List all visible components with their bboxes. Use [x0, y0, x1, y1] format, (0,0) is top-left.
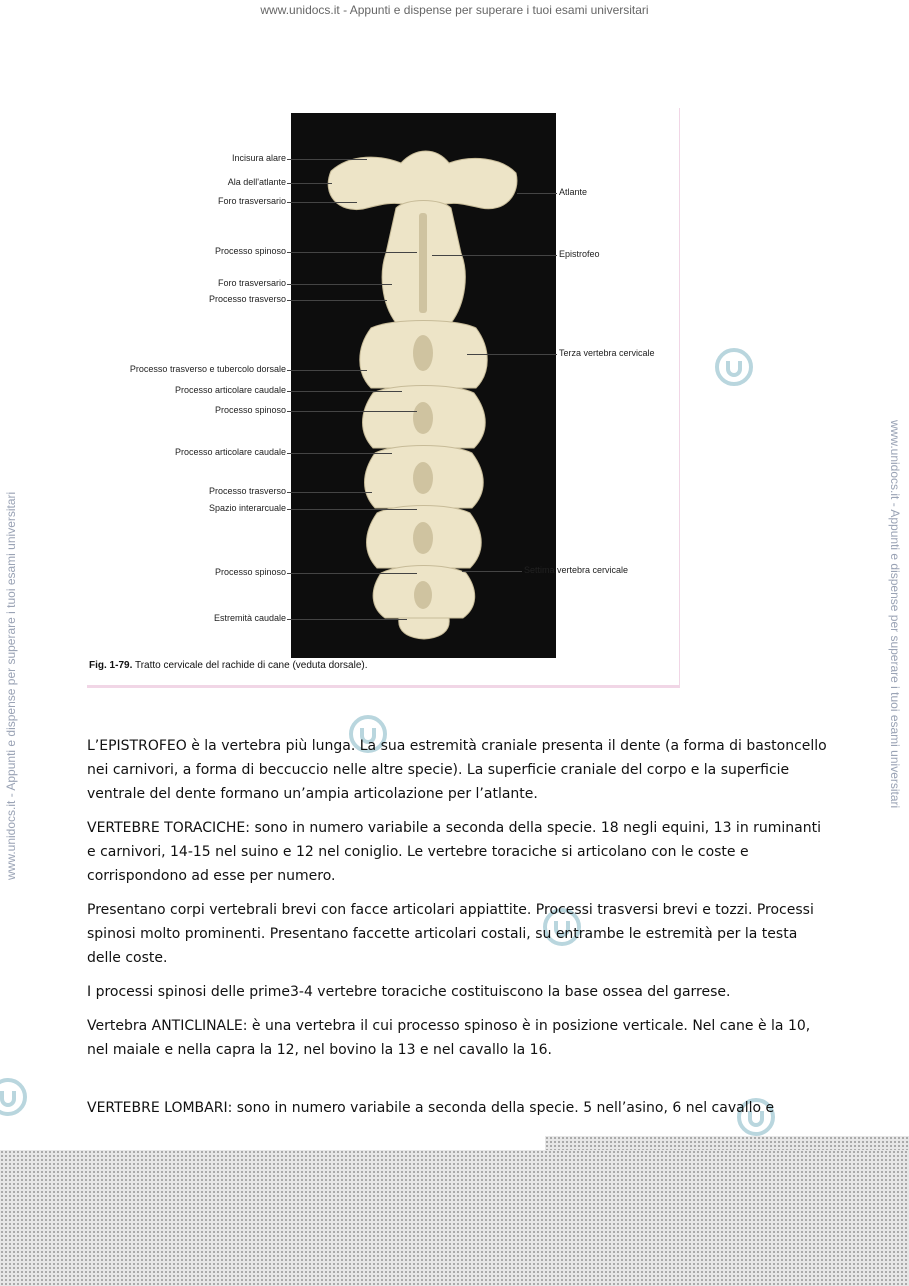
leader-line: [287, 453, 392, 454]
figure-number: Fig. 1-79.: [89, 660, 133, 671]
label-ala-atlante: Ala dell'atlante: [227, 177, 286, 187]
paragraph-vertebre-lombari: VERTEBRE LOMBARI: sono in numero variabile a seconda della specie. 5 nell’asino, 6 nel cavallo e: [87, 1100, 775, 1116]
leader-line: [287, 370, 367, 371]
leader-line: [432, 255, 557, 256]
paragraph-garrese: I processi spinosi delle prime3-4 vertebre toraciche costituiscono la base ossea del garrese.: [87, 984, 731, 1000]
leader-line: [287, 619, 407, 620]
leader-line: [287, 202, 357, 203]
paragraph-corpi-vertebrali: Presentano corpi vertebrali brevi con facce articolari appiattite. Processi trasversi brevi e tozzi. Processi spinosi molto prominenti. Presentano faccette articolari costali, su entrambe le estremità per la testa delle coste.: [87, 902, 814, 966]
watermark-logo-icon: [0, 1075, 30, 1119]
label-processo-articolare-caudale-1: Processo articolare caudale: [174, 385, 286, 395]
label-processo-spinoso-3: Processo spinoso: [214, 567, 286, 577]
leader-line: [462, 571, 522, 572]
label-atlante: Atlante: [559, 187, 588, 197]
anatomy-figure: [87, 108, 680, 688]
leader-line: [517, 193, 557, 194]
label-settima-vertebra: Settima vertebra cervicale: [524, 565, 629, 575]
label-estremita-caudale: Estremità caudale: [213, 613, 286, 623]
cervical-spine-illustration: [291, 113, 556, 658]
left-side-watermark: www.unidocs.it - Appunti e dispense per superare i tuoi esami universitari: [4, 491, 18, 880]
leader-line: [287, 284, 392, 285]
paragraph-vertebre-toraciche: VERTEBRE TORACICHE: sono in numero variabile a seconda della specie. 18 negli equini, 13 in ruminanti e carnivori, 14-15 nel suino e 12 nel coniglio. Le vertebre toraciche si articolano con le coste e corrispondono ad esse per numero.: [87, 820, 822, 884]
page-header-watermark: www.unidocs.it - Appunti e dispense per superare i tuoi esami universitari: [260, 3, 649, 17]
label-processo-articolare-caudale-2: Processo articolare caudale: [174, 447, 286, 457]
leader-line: [287, 159, 367, 160]
label-spazio-interarcuale: Spazio interarcuale: [208, 503, 286, 513]
label-processo-trasverso-2: Processo trasverso: [208, 486, 286, 496]
label-processo-spinoso-2: Processo spinoso: [214, 405, 286, 415]
figure-caption: [89, 660, 368, 671]
paragraph-anticlinale: Vertebra ANTICLINALE: è una vertebra il cui processo spinoso è in posizione verticale. Nel cane è la 10, nel maiale e nella capra la 12, nel bovino la 13 e nel cavallo la 16.: [87, 1018, 811, 1058]
label-terza-vertebra: Terza vertebra cervicale: [559, 348, 655, 358]
label-foro-trasversario-1: Foro trasversario: [217, 196, 286, 206]
leader-line: [287, 573, 417, 574]
label-foro-trasversario-2: Foro trasversario: [217, 278, 286, 288]
paragraph-epistrofeo: L’EPISTROFEO è la vertebra più lunga. La sua estremità craniale presenta il dente (a forma di bastoncello nei carnivori, a forma di beccuccio nelle altre specie). La superficie craniale del corpo e la superficie ventrale del dente formano un’ampia articolazione per l’atlante.: [87, 738, 827, 802]
leader-line: [287, 391, 402, 392]
label-incisura-alare: Incisura alare: [231, 153, 286, 163]
vertebrae-photo: [291, 113, 556, 658]
page-blur-overlay: [0, 1150, 909, 1286]
figure-caption-text: Tratto cervicale del rachide di cane (veduta dorsale).: [134, 660, 368, 671]
leader-line: [287, 252, 417, 253]
leader-line: [287, 509, 417, 510]
leader-line: [287, 411, 417, 412]
leader-line: [287, 183, 332, 184]
label-epistrofeo: Epistrofeo: [559, 249, 600, 259]
leader-line: [287, 300, 387, 301]
watermark-logo-icon: [712, 345, 756, 389]
body-text: [87, 734, 827, 1130]
label-processo-spinoso-1: Processo spinoso: [214, 246, 286, 256]
label-processo-trasverso-1: Processo trasverso: [208, 294, 286, 304]
right-side-watermark: www.unidocs.it - Appunti e dispense per superare i tuoi esami universitari: [888, 420, 902, 809]
leader-line: [287, 492, 372, 493]
label-processo-trasverso-tubercolo: Processo trasverso e tubercolo dorsale: [129, 364, 286, 374]
leader-line: [467, 354, 557, 355]
